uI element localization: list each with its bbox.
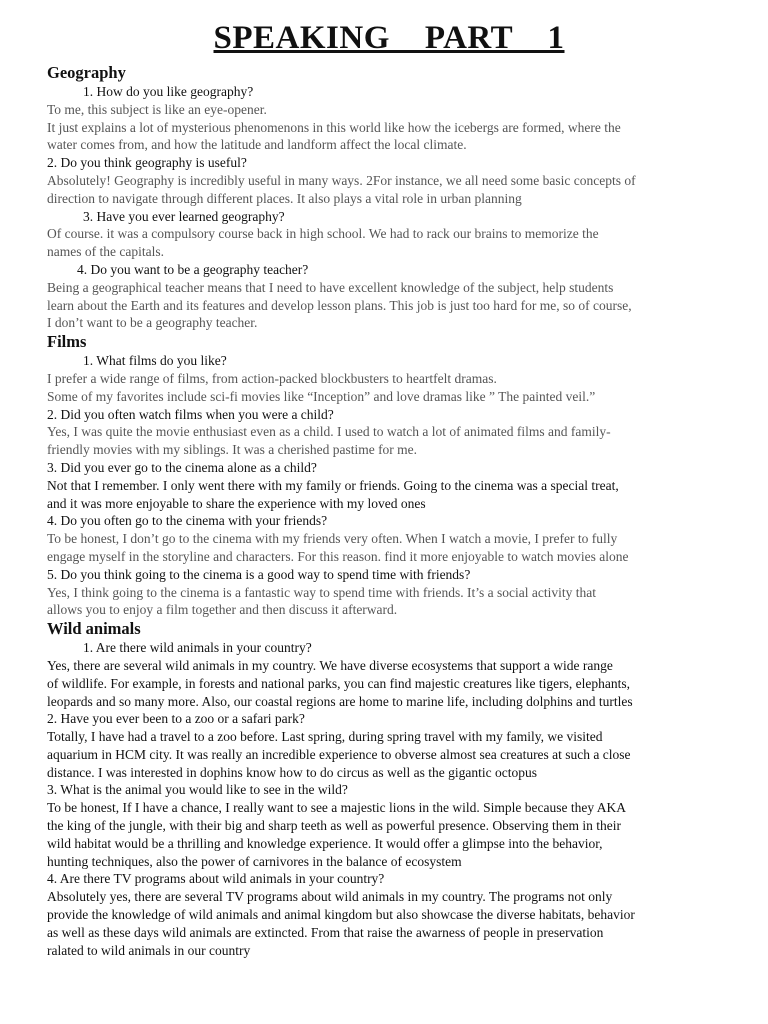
answer-line: Of course. it was a compulsory course back in high school. We had to rack our brains to memorize the	[47, 226, 599, 242]
question-wild-animals-1: 1. Are there wild animals in your country?	[83, 640, 312, 656]
answer-line: ralated to wild animals in our country	[47, 942, 251, 958]
answer-line: Not that I remember. I only went there with my family or friends. Going to the cinema was a special treat,	[47, 477, 619, 493]
question-wild-animals-2: 2. Have you ever been to a zoo or a safari park?	[47, 711, 305, 727]
answer-line: To me, this subject is like an eye-opener.	[47, 101, 267, 117]
answer-line: Absolutely! Geography is incredibly useful in many ways. 2For instance, we all need some basic concepts of	[47, 172, 636, 188]
answer-line: hunting techniques, also the power of carnivores in the balance of ecosystem	[47, 853, 462, 869]
question-films-4: 4. Do you often go to the cinema with your friends?	[47, 513, 328, 529]
answer-line: distance. I was interested in dophins know how to do circus as well as the gigantic octopus	[47, 764, 538, 780]
answer-line: wild habitat would be a thrilling and knowledge experience. It would offer a glimpse into the behavior,	[47, 835, 603, 851]
answer-line: It just explains a lot of mysterious phenomenons in this world like how the icebergs are formed, where the	[47, 119, 621, 135]
answer-line: engage myself in the storyline and characters. For this reason. find it more enjoyable to watch movies alone	[47, 548, 629, 564]
answer-line: Being a geographical teacher means that I need to have excellent knowledge of the subject, help students	[47, 279, 614, 295]
question-films-5: 5. Do you think going to the cinema is a good way to spend time with friends?	[47, 566, 471, 582]
answer-line: aquarium in HCM city. It was really an incredible experience to obverse almost sea creatures at such a close	[47, 746, 631, 762]
answer-line: friendly movies with my siblings. It was a cherished pastime for me.	[47, 442, 418, 458]
answer-line: learn about the Earth and its features and develop lesson plans. This job is just too hard for me, so of course,	[47, 297, 632, 313]
answer-line: Yes, I think going to the cinema is a fantastic way to spend time with friends. It’s a social activity that	[47, 584, 597, 600]
question-films-3: 3. Did you ever go to the cinema alone as a child?	[47, 459, 317, 475]
answer-line: Yes, I was quite the movie enthusiast even as a child. I used to watch a lot of animated films and family-	[47, 424, 611, 440]
question-geography-3: 3. Have you ever learned geography?	[83, 208, 285, 224]
question-wild-animals-4: 4. Are there TV programs about wild animals in your country?	[47, 871, 385, 887]
answer-line: Totally, I have had a travel to a zoo before. Last spring, during spring travel with my family, we visited	[47, 729, 603, 745]
answer-line: To be honest, If I have a chance, I really want to see a majestic lions in the wild. Simple because they AKA	[47, 800, 626, 816]
answer-line: To be honest, I don’t go to the cinema with my friends very often. When I watch a movie, I prefer to fully	[47, 531, 618, 547]
answer-line: I don’t want to be a geography teacher.	[47, 315, 258, 331]
section-heading-geography: Geography	[47, 63, 126, 82]
question-geography-1: 1. How do you like geography?	[83, 84, 254, 99]
answer-line: of wildlife. For example, in forests and national parks, you can find majestic creatures like tigers, elephants,	[47, 675, 630, 691]
answer-line: and it was more enjoyable to share the experience with my loved ones	[47, 495, 426, 511]
answer-line: provide the knowledge of wild animals and animal kingdom but also showcase the diverse habitats, behavior	[47, 907, 635, 923]
question-geography-4: 4. Do you want to be a geography teacher?	[77, 261, 309, 277]
answer-line: the king of the jungle, with their big and sharp teeth as well as powerful presence. Observing them in their	[47, 818, 621, 834]
answer-line: names of the capitals.	[47, 244, 164, 260]
question-geography-2: 2. Do you think geography is useful?	[47, 155, 247, 171]
question-films-1: 1. What films do you like?	[83, 353, 227, 369]
document-body	[47, 63, 737, 959]
answer-line: water comes from, and how the latitude and landform affect the local climate.	[47, 137, 467, 153]
answer-line: Absolutely yes, there are several TV programs about wild animals in my country. The programs not only	[47, 889, 613, 905]
answer-line: Yes, there are several wild animals in my country. We have diverse ecosystems that support a wide range	[47, 657, 613, 673]
answer-line: Some of my favorites include sci-fi movies like “Inception” and love dramas like ” The painted veil.”	[47, 388, 596, 404]
question-wild-animals-3: 3. What is the animal you would like to see in the wild?	[47, 782, 348, 798]
answer-line: as well as these days wild animals are extincted. From that raise the awarness of people in preservation	[47, 924, 604, 940]
answer-line: leopards and so many more. Also, our coastal regions are home to marine life, including dolphins and turtles	[47, 693, 633, 709]
answer-line: direction to navigate through different places. It also plays a vital role in urban planning	[47, 190, 522, 206]
answer-line: allows you to enjoy a film together and then discuss it afterward.	[47, 602, 398, 618]
answer-line: I prefer a wide range of films, from action-packed blockbusters to heartfelt dramas.	[47, 370, 497, 386]
question-films-2: 2. Did you often watch films when you were a child?	[47, 406, 334, 422]
section-heading-wild-animals: Wild animals	[47, 619, 141, 639]
page-title: SPEAKING PART 1	[213, 20, 565, 56]
section-heading-films: Films	[47, 332, 87, 352]
